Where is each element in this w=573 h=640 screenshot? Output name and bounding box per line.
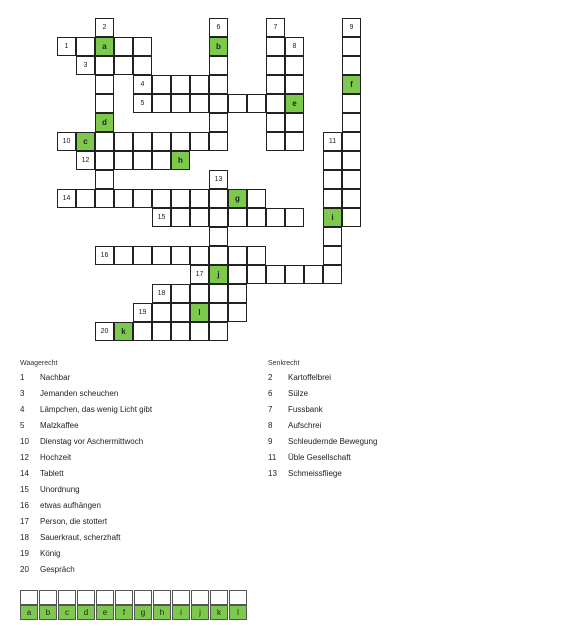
grid-cell[interactable] [209, 18, 228, 37]
solution-key-letter: e [96, 605, 114, 620]
solution-letter-label: g [235, 194, 240, 203]
grid-cell[interactable] [209, 94, 228, 113]
solution-key-letter: b [39, 605, 57, 620]
grid-cell[interactable] [266, 18, 285, 37]
clue-number: 7 [273, 24, 278, 31]
solution-letter-cell[interactable] [76, 132, 95, 151]
grid-cell[interactable] [171, 94, 190, 113]
clue-text: Schmeissfliege [288, 469, 342, 478]
solution-letter-label: d [102, 118, 107, 127]
grid-cell[interactable] [171, 322, 190, 341]
grid-cell[interactable] [323, 132, 342, 151]
solution-entry-box[interactable] [153, 590, 171, 605]
grid-cell[interactable] [323, 151, 342, 170]
grid-cell[interactable] [285, 37, 304, 56]
grid-cell[interactable] [209, 189, 228, 208]
clue-number-label: 8 [268, 421, 273, 430]
grid-cell[interactable] [209, 113, 228, 132]
grid-cell[interactable] [228, 94, 247, 113]
grid-cell[interactable] [95, 246, 114, 265]
grid-cell[interactable] [133, 189, 152, 208]
grid-cell[interactable] [133, 246, 152, 265]
grid-cell[interactable] [342, 151, 361, 170]
clue-number-label: 2 [268, 373, 273, 382]
clue-text: Gespräch [40, 565, 75, 574]
solution-letter-label: l [198, 308, 201, 317]
clue-number-label: 5 [20, 421, 25, 430]
grid-cell[interactable] [190, 265, 209, 284]
grid-cell[interactable] [266, 75, 285, 94]
clue-number: 15 [157, 214, 166, 221]
clue-text: Jemanden scheuchen [40, 389, 119, 398]
grid-cell[interactable] [152, 284, 171, 303]
grid-cell[interactable] [209, 75, 228, 94]
grid-cell[interactable] [209, 208, 228, 227]
clue-text: Kartoffelbrei [288, 373, 331, 382]
solution-letter-cell[interactable] [114, 322, 133, 341]
solution-letter-cell[interactable] [323, 208, 342, 227]
grid-cell[interactable] [95, 94, 114, 113]
grid-cell[interactable] [285, 75, 304, 94]
solution-entry-box[interactable] [115, 590, 133, 605]
grid-cell[interactable] [133, 75, 152, 94]
clue-text: Fussbank [288, 405, 323, 414]
grid-cell[interactable] [209, 246, 228, 265]
solution-key-letter: f [115, 605, 133, 620]
grid-cell[interactable] [95, 18, 114, 37]
grid-cell[interactable] [76, 189, 95, 208]
grid-cell[interactable] [171, 284, 190, 303]
solution-letter-cell[interactable] [285, 94, 304, 113]
grid-cell[interactable] [285, 208, 304, 227]
grid-cell[interactable] [342, 56, 361, 75]
grid-cell[interactable] [133, 151, 152, 170]
grid-cell[interactable] [133, 303, 152, 322]
grid-cell[interactable] [247, 208, 266, 227]
grid-cell[interactable] [152, 94, 171, 113]
solution-letter-label: h [178, 156, 183, 165]
solution-key-letter: a [20, 605, 38, 620]
clue-number: 5 [140, 100, 145, 107]
solution-entry-box[interactable] [58, 590, 76, 605]
grid-cell[interactable] [285, 265, 304, 284]
grid-cell[interactable] [266, 132, 285, 151]
grid-cell[interactable] [152, 189, 171, 208]
solution-letter-cell[interactable] [209, 37, 228, 56]
solution-letter-cell[interactable] [209, 265, 228, 284]
grid-cell[interactable] [342, 132, 361, 151]
clue-number: 10 [62, 138, 71, 145]
clue-text: Schleudernde Bewegung [288, 437, 378, 446]
clue-number-label: 10 [20, 437, 29, 446]
grid-cell[interactable] [209, 56, 228, 75]
grid-cell[interactable] [266, 113, 285, 132]
grid-cell[interactable] [57, 189, 76, 208]
grid-cell[interactable] [171, 208, 190, 227]
grid-cell[interactable] [342, 94, 361, 113]
grid-cell[interactable] [133, 132, 152, 151]
grid-cell[interactable] [190, 75, 209, 94]
clue-number: 4 [140, 81, 145, 88]
grid-cell[interactable] [266, 94, 285, 113]
solution-letter-label: e [292, 99, 297, 108]
grid-cell[interactable] [342, 113, 361, 132]
grid-cell[interactable] [323, 189, 342, 208]
clue-number-label: 6 [268, 389, 273, 398]
grid-cell[interactable] [342, 208, 361, 227]
grid-cell[interactable] [247, 94, 266, 113]
grid-cell[interactable] [228, 246, 247, 265]
clue-text: König [40, 549, 61, 558]
grid-cell[interactable] [95, 75, 114, 94]
grid-cell[interactable] [247, 246, 266, 265]
clue-text: Unordnung [40, 485, 80, 494]
solution-key-letter: d [77, 605, 95, 620]
grid-cell[interactable] [95, 170, 114, 189]
clue-number: 11 [328, 138, 337, 145]
solution-key-letter: h [153, 605, 171, 620]
grid-cell[interactable] [209, 322, 228, 341]
solution-key-letter: i [172, 605, 190, 620]
grid-cell[interactable] [247, 189, 266, 208]
grid-cell[interactable] [57, 37, 76, 56]
clue-number-label: 4 [20, 405, 25, 414]
solution-entry-box[interactable] [172, 590, 190, 605]
grid-cell[interactable] [95, 322, 114, 341]
solution-key-letter: l [229, 605, 247, 620]
clue-number: 8 [292, 43, 297, 50]
clue-number: 3 [83, 62, 88, 69]
grid-cell[interactable] [285, 113, 304, 132]
grid-cell[interactable] [114, 189, 133, 208]
grid-cell[interactable] [342, 170, 361, 189]
grid-cell[interactable] [76, 56, 95, 75]
grid-cell[interactable] [171, 189, 190, 208]
grid-cell[interactable] [152, 132, 171, 151]
grid-cell[interactable] [323, 227, 342, 246]
grid-cell[interactable] [57, 132, 76, 151]
clue-number-label: 14 [20, 469, 29, 478]
grid-cell[interactable] [152, 303, 171, 322]
grid-cell[interactable] [228, 208, 247, 227]
clue-number-label: 19 [20, 549, 29, 558]
grid-cell[interactable] [190, 322, 209, 341]
grid-cell[interactable] [285, 132, 304, 151]
solution-key-letter: j [191, 605, 209, 620]
grid-cell[interactable] [285, 56, 304, 75]
clue-number-label: 20 [20, 565, 29, 574]
grid-cell[interactable] [209, 227, 228, 246]
grid-cell[interactable] [190, 246, 209, 265]
grid-cell[interactable] [114, 246, 133, 265]
solution-letter-label: k [121, 327, 126, 336]
solution-entry-box[interactable] [191, 590, 209, 605]
grid-cell[interactable] [323, 246, 342, 265]
grid-cell[interactable] [266, 37, 285, 56]
solution-key-letter: g [134, 605, 152, 620]
clue-text: etwas aufhängen [40, 501, 101, 510]
grid-cell[interactable] [304, 265, 323, 284]
grid-cell[interactable] [95, 56, 114, 75]
grid-cell[interactable] [323, 170, 342, 189]
grid-cell[interactable] [266, 56, 285, 75]
grid-cell[interactable] [171, 132, 190, 151]
clue-text: Malzkaffee [40, 421, 79, 430]
clue-number: 14 [62, 195, 71, 202]
solution-entry-box[interactable] [229, 590, 247, 605]
clue-text: Aufschrei [288, 421, 322, 430]
grid-cell[interactable] [114, 56, 133, 75]
grid-cell[interactable] [152, 151, 171, 170]
solution-entry-box[interactable] [134, 590, 152, 605]
clue-text: Hochzeit [40, 453, 72, 462]
clue-number: 20 [100, 328, 109, 335]
grid-cell[interactable] [152, 246, 171, 265]
clue-number: 12 [81, 157, 90, 164]
grid-cell[interactable] [114, 151, 133, 170]
clue-number: 9 [349, 24, 354, 31]
solution-entry-box[interactable] [210, 590, 228, 605]
solution-letter-label: f [350, 80, 353, 89]
grid-cell[interactable] [209, 284, 228, 303]
clue-number: 17 [195, 271, 204, 278]
grid-cell[interactable] [266, 265, 285, 284]
grid-cell[interactable] [152, 75, 171, 94]
solution-entry-box[interactable] [39, 590, 57, 605]
grid-cell[interactable] [228, 303, 247, 322]
clue-number-label: 9 [268, 437, 273, 446]
clue-number: 6 [216, 24, 221, 31]
solution-letter-label: b [216, 42, 221, 51]
grid-cell[interactable] [95, 151, 114, 170]
solution-letter-label: j [217, 270, 220, 279]
solution-letter-label: c [83, 137, 88, 146]
grid-cell[interactable] [342, 189, 361, 208]
clue-text: Tablett [40, 469, 64, 478]
grid-cell[interactable] [114, 37, 133, 56]
solution-key-letter: c [58, 605, 76, 620]
grid-cell[interactable] [209, 303, 228, 322]
grid-cell[interactable] [209, 170, 228, 189]
grid-cell[interactable] [133, 37, 152, 56]
grid-cell[interactable] [323, 265, 342, 284]
grid-cell[interactable] [95, 189, 114, 208]
grid-cell[interactable] [342, 18, 361, 37]
grid-cell[interactable] [152, 208, 171, 227]
clue-number: 13 [214, 176, 223, 183]
clue-text: Dienstag vor Aschermittwoch [40, 437, 144, 446]
solution-letter-label: a [102, 42, 107, 51]
grid-cell[interactable] [95, 132, 114, 151]
grid-cell[interactable] [342, 37, 361, 56]
clue-number: 18 [157, 290, 166, 297]
across-heading: Waagerecht [20, 360, 58, 367]
clue-number-label: 7 [268, 405, 273, 414]
clue-text: Lämpchen, das wenig Licht gibt [40, 405, 153, 414]
grid-cell[interactable] [190, 132, 209, 151]
clue-text: Sauerkraut, scherzhaft [40, 533, 121, 542]
grid-cell[interactable] [266, 208, 285, 227]
clue-text: Person, die stottert [40, 517, 108, 526]
solution-letter-cell[interactable] [95, 37, 114, 56]
grid-cell[interactable] [171, 246, 190, 265]
grid-cell[interactable] [133, 322, 152, 341]
clue-text: Sülze [288, 389, 309, 398]
solution-letter-label: i [331, 213, 334, 222]
grid-cell[interactable] [133, 94, 152, 113]
solution-entry-box[interactable] [77, 590, 95, 605]
solution-letter-cell[interactable] [228, 189, 247, 208]
clue-number-label: 11 [268, 453, 277, 462]
grid-cell[interactable] [190, 189, 209, 208]
solution-letter-cell[interactable] [190, 303, 209, 322]
clue-number-label: 3 [20, 389, 25, 398]
clue-number: 16 [100, 252, 109, 259]
grid-cell[interactable] [133, 56, 152, 75]
grid-cell[interactable] [76, 37, 95, 56]
grid-cell[interactable] [247, 265, 266, 284]
grid-cell[interactable] [228, 265, 247, 284]
clue-number-label: 16 [20, 501, 29, 510]
clue-number-label: 15 [20, 485, 29, 494]
clue-number-label: 13 [268, 469, 277, 478]
clue-number-label: 18 [20, 533, 29, 542]
clue-number: 1 [64, 43, 69, 50]
grid-cell[interactable] [228, 284, 247, 303]
grid-cell[interactable] [171, 303, 190, 322]
clue-number: 2 [102, 24, 107, 31]
solution-key-letter: k [210, 605, 228, 620]
clue-number: 19 [138, 309, 147, 316]
solution-entry-box[interactable] [20, 590, 38, 605]
clue-text: Üble Gesellschaft [288, 453, 351, 462]
grid-cell[interactable] [190, 284, 209, 303]
grid-cell[interactable] [76, 151, 95, 170]
down-heading: Senkrecht [268, 360, 300, 367]
grid-cell[interactable] [190, 94, 209, 113]
clue-number-label: 1 [20, 373, 25, 382]
grid-cell[interactable] [209, 132, 228, 151]
grid-cell[interactable] [152, 322, 171, 341]
clue-number-label: 17 [20, 517, 29, 526]
solution-entry-box[interactable] [96, 590, 114, 605]
solution-letter-cell[interactable] [171, 151, 190, 170]
solution-letter-cell[interactable] [95, 113, 114, 132]
clue-text: Nachbar [40, 373, 71, 382]
solution-letter-cell[interactable] [342, 75, 361, 94]
grid-cell[interactable] [190, 208, 209, 227]
clue-number-label: 12 [20, 453, 29, 462]
grid-cell[interactable] [114, 132, 133, 151]
grid-cell[interactable] [171, 75, 190, 94]
